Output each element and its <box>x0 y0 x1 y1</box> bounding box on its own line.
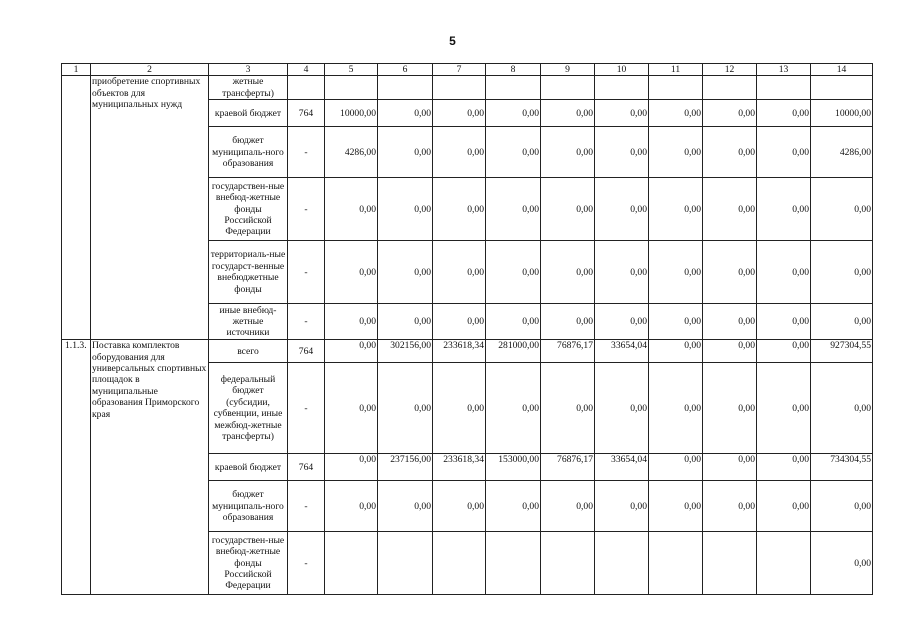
value-cell: 0,00 <box>541 363 595 454</box>
value-cell: 76876,17 <box>541 340 595 363</box>
column-header: 13 <box>757 64 811 76</box>
value-cell: 0,00 <box>649 127 703 178</box>
value-cell: 0,00 <box>486 178 541 241</box>
item-name: Поставка комплектов оборудования для универсальных спортивных площадок в муниципальные образования Приморского края <box>91 340 209 595</box>
funding-source: жетные трансферты) <box>209 76 288 100</box>
value-cell <box>325 76 378 100</box>
value-cell: 0,00 <box>325 454 378 481</box>
value-cell: 153000,00 <box>486 454 541 481</box>
value-cell: 0,00 <box>757 304 811 340</box>
funding-source: всего <box>209 340 288 363</box>
value-cell: 302156,00 <box>378 340 433 363</box>
funding-source: территориаль-ные государст-венные внебюджетные фонды <box>209 241 288 304</box>
value-cell <box>595 532 649 595</box>
value-cell: 0,00 <box>486 304 541 340</box>
value-cell: 233618,34 <box>433 454 486 481</box>
value-cell <box>703 76 757 100</box>
value-cell: 0,00 <box>378 481 433 532</box>
value-cell: 33654,04 <box>595 454 649 481</box>
value-cell: 0,00 <box>595 304 649 340</box>
value-cell: 0,00 <box>649 100 703 127</box>
value-cell: 0,00 <box>811 363 873 454</box>
value-cell: 0,00 <box>595 100 649 127</box>
value-cell: 0,00 <box>757 241 811 304</box>
value-cell: 0,00 <box>595 481 649 532</box>
budget-code: - <box>288 481 325 532</box>
value-cell: 0,00 <box>703 304 757 340</box>
value-cell: 0,00 <box>433 178 486 241</box>
value-cell <box>486 532 541 595</box>
item-number <box>62 76 91 340</box>
funding-source: бюджет муниципаль-ного образования <box>209 481 288 532</box>
column-header: 8 <box>486 64 541 76</box>
value-cell: 0,00 <box>595 363 649 454</box>
budget-code: - <box>288 304 325 340</box>
funding-source: государствен-ные внебюд-жетные фонды Российской Федерации <box>209 532 288 595</box>
value-cell: 0,00 <box>703 127 757 178</box>
table-row <box>62 340 873 363</box>
value-cell: 0,00 <box>811 178 873 241</box>
value-cell: 0,00 <box>378 363 433 454</box>
column-header: 2 <box>91 64 209 76</box>
item-number: 1.1.3. <box>62 340 91 595</box>
budget-code: - <box>288 178 325 241</box>
budget-code <box>288 76 325 100</box>
value-cell: 0,00 <box>433 363 486 454</box>
value-cell: 0,00 <box>325 363 378 454</box>
value-cell: 10000,00 <box>325 100 378 127</box>
value-cell <box>378 76 433 100</box>
value-cell: 0,00 <box>703 178 757 241</box>
value-cell: 33654,04 <box>595 340 649 363</box>
budget-code: - <box>288 241 325 304</box>
value-cell: 281000,00 <box>486 340 541 363</box>
funding-source: государствен-ные внебюд-жетные фонды Российской Федерации <box>209 178 288 241</box>
column-header: 6 <box>378 64 433 76</box>
budget-code: 764 <box>288 454 325 481</box>
funding-source: краевой бюджет <box>209 100 288 127</box>
value-cell <box>757 76 811 100</box>
value-cell: 0,00 <box>811 532 873 595</box>
budget-code: 764 <box>288 340 325 363</box>
column-header: 14 <box>811 64 873 76</box>
column-header: 4 <box>288 64 325 76</box>
value-cell: 0,00 <box>541 241 595 304</box>
value-cell: 0,00 <box>649 340 703 363</box>
value-cell: 0,00 <box>486 127 541 178</box>
value-cell: 0,00 <box>433 100 486 127</box>
funding-source: федеральный бюджет (субсидии, субвенции, иные межбюд-жетные трансферты) <box>209 363 288 454</box>
value-cell: 927304,55 <box>811 340 873 363</box>
value-cell: 0,00 <box>541 304 595 340</box>
value-cell: 0,00 <box>541 481 595 532</box>
funding-source: краевой бюджет <box>209 454 288 481</box>
value-cell: 0,00 <box>595 241 649 304</box>
value-cell: 0,00 <box>757 454 811 481</box>
value-cell <box>541 76 595 100</box>
value-cell: 0,00 <box>703 454 757 481</box>
value-cell: 0,00 <box>325 340 378 363</box>
value-cell: 0,00 <box>486 100 541 127</box>
value-cell <box>541 532 595 595</box>
value-cell <box>433 76 486 100</box>
value-cell: 0,00 <box>649 454 703 481</box>
value-cell: 237156,00 <box>378 454 433 481</box>
value-cell: 0,00 <box>703 340 757 363</box>
value-cell: 0,00 <box>595 178 649 241</box>
value-cell: 0,00 <box>433 304 486 340</box>
value-cell: 0,00 <box>757 340 811 363</box>
value-cell: 734304,55 <box>811 454 873 481</box>
value-cell: 0,00 <box>757 481 811 532</box>
value-cell <box>757 532 811 595</box>
value-cell: 0,00 <box>811 304 873 340</box>
value-cell <box>378 532 433 595</box>
value-cell: 0,00 <box>433 241 486 304</box>
value-cell: 4286,00 <box>325 127 378 178</box>
value-cell: 10000,00 <box>811 100 873 127</box>
value-cell <box>649 76 703 100</box>
value-cell: 0,00 <box>757 178 811 241</box>
column-header: 3 <box>209 64 288 76</box>
value-cell: 0,00 <box>486 363 541 454</box>
value-cell: 0,00 <box>541 178 595 241</box>
value-cell: 0,00 <box>703 100 757 127</box>
column-header: 12 <box>703 64 757 76</box>
budget-code: - <box>288 532 325 595</box>
value-cell <box>649 532 703 595</box>
item-name: приобретение спортивных объектов для муниципальных нужд <box>91 76 209 340</box>
value-cell <box>595 76 649 100</box>
value-cell: 0,00 <box>649 178 703 241</box>
value-cell <box>811 76 873 100</box>
value-cell: 0,00 <box>325 178 378 241</box>
value-cell <box>325 532 378 595</box>
value-cell: 0,00 <box>757 127 811 178</box>
value-cell: 0,00 <box>649 241 703 304</box>
value-cell: 0,00 <box>703 481 757 532</box>
value-cell <box>703 532 757 595</box>
budget-code: - <box>288 363 325 454</box>
value-cell: 0,00 <box>433 127 486 178</box>
column-header: 7 <box>433 64 486 76</box>
value-cell: 0,00 <box>541 100 595 127</box>
value-cell: 0,00 <box>486 241 541 304</box>
budget-code: 764 <box>288 100 325 127</box>
header-row <box>62 64 873 76</box>
value-cell: 0,00 <box>811 241 873 304</box>
value-cell <box>433 532 486 595</box>
column-header: 1 <box>62 64 91 76</box>
value-cell: 0,00 <box>486 481 541 532</box>
value-cell: 233618,34 <box>433 340 486 363</box>
funding-source: бюджет муниципаль-ного образования <box>209 127 288 178</box>
table-row <box>62 76 873 100</box>
value-cell: 0,00 <box>378 241 433 304</box>
value-cell: 0,00 <box>378 127 433 178</box>
value-cell: 0,00 <box>811 481 873 532</box>
value-cell: 4286,00 <box>811 127 873 178</box>
value-cell: 0,00 <box>757 100 811 127</box>
page-number: 5 <box>449 34 456 48</box>
value-cell: 0,00 <box>703 363 757 454</box>
value-cell: 0,00 <box>757 363 811 454</box>
column-header: 5 <box>325 64 378 76</box>
value-cell: 0,00 <box>541 127 595 178</box>
value-cell: 0,00 <box>595 127 649 178</box>
value-cell: 0,00 <box>378 100 433 127</box>
value-cell: 0,00 <box>378 178 433 241</box>
column-header: 11 <box>649 64 703 76</box>
value-cell: 0,00 <box>649 363 703 454</box>
column-header: 9 <box>541 64 595 76</box>
value-cell: 0,00 <box>325 304 378 340</box>
budget-code: - <box>288 127 325 178</box>
value-cell: 0,00 <box>703 241 757 304</box>
value-cell: 76876,17 <box>541 454 595 481</box>
funding-source: иные внебюд-жетные источники <box>209 304 288 340</box>
value-cell: 0,00 <box>325 241 378 304</box>
value-cell <box>486 76 541 100</box>
value-cell: 0,00 <box>649 481 703 532</box>
column-header: 10 <box>595 64 649 76</box>
value-cell: 0,00 <box>433 481 486 532</box>
budget-table <box>61 63 873 595</box>
value-cell: 0,00 <box>378 304 433 340</box>
value-cell: 0,00 <box>649 304 703 340</box>
value-cell: 0,00 <box>325 481 378 532</box>
